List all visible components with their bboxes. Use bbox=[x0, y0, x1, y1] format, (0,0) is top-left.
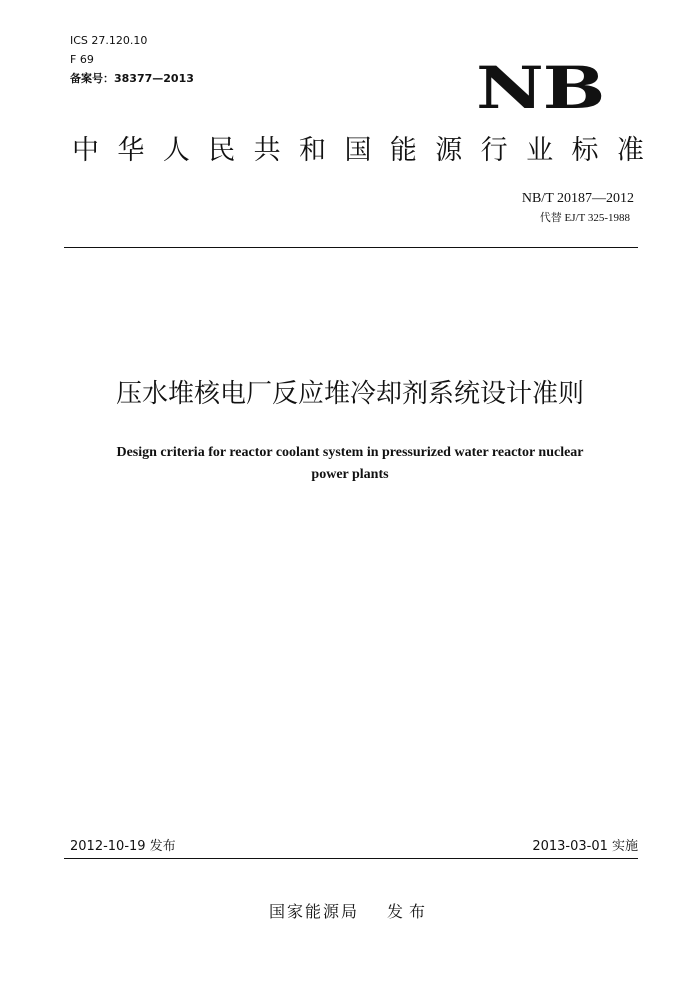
org-title-char: 共 bbox=[253, 135, 281, 166]
publisher-line bbox=[0, 902, 700, 922]
org-title-char: 准 bbox=[616, 135, 644, 166]
top-divider bbox=[64, 247, 638, 248]
english-title-line-1: Design criteria for reactor coolant system in pressurized water reactor nuclear bbox=[116, 445, 584, 460]
org-title-char: 源 bbox=[435, 135, 463, 166]
issue-date: 2012-10-19 发布 bbox=[70, 839, 176, 854]
org-title-char: 和 bbox=[299, 135, 327, 166]
bottom-divider bbox=[64, 858, 638, 859]
org-title-char: 华 bbox=[117, 135, 145, 166]
org-title-char: 业 bbox=[526, 135, 554, 166]
english-title-line-2: power plants bbox=[311, 467, 389, 482]
org-title-char: 标 bbox=[571, 135, 599, 166]
implementation-date: 2013-03-01 实施 bbox=[532, 839, 638, 854]
org-title-char: 民 bbox=[208, 135, 236, 166]
org-title-char: 行 bbox=[480, 135, 508, 166]
replaces-standard: 代替 EJ/T 325-1988 bbox=[539, 212, 630, 224]
org-title bbox=[72, 134, 644, 168]
english-title bbox=[60, 442, 640, 486]
org-title-char: 国 bbox=[344, 135, 372, 166]
standard-number: NB/T 20187—2012 bbox=[521, 191, 634, 206]
org-title-char: 能 bbox=[389, 135, 417, 166]
filing-number: 备案号：38377—2013 bbox=[70, 72, 194, 85]
publisher-org: 国家能源局 bbox=[268, 902, 359, 921]
classification-code: F 69 bbox=[70, 53, 94, 66]
nb-logo: NB bbox=[475, 54, 604, 122]
publisher-action: 发布 bbox=[387, 902, 432, 921]
ics-code: ICS 27.120.10 bbox=[70, 34, 148, 47]
org-title-char: 中 bbox=[72, 135, 99, 166]
org-title-char: 人 bbox=[162, 135, 190, 166]
chinese-title: 压水堆核电厂反应堆冷却剂系统设计准则 bbox=[115, 379, 584, 409]
